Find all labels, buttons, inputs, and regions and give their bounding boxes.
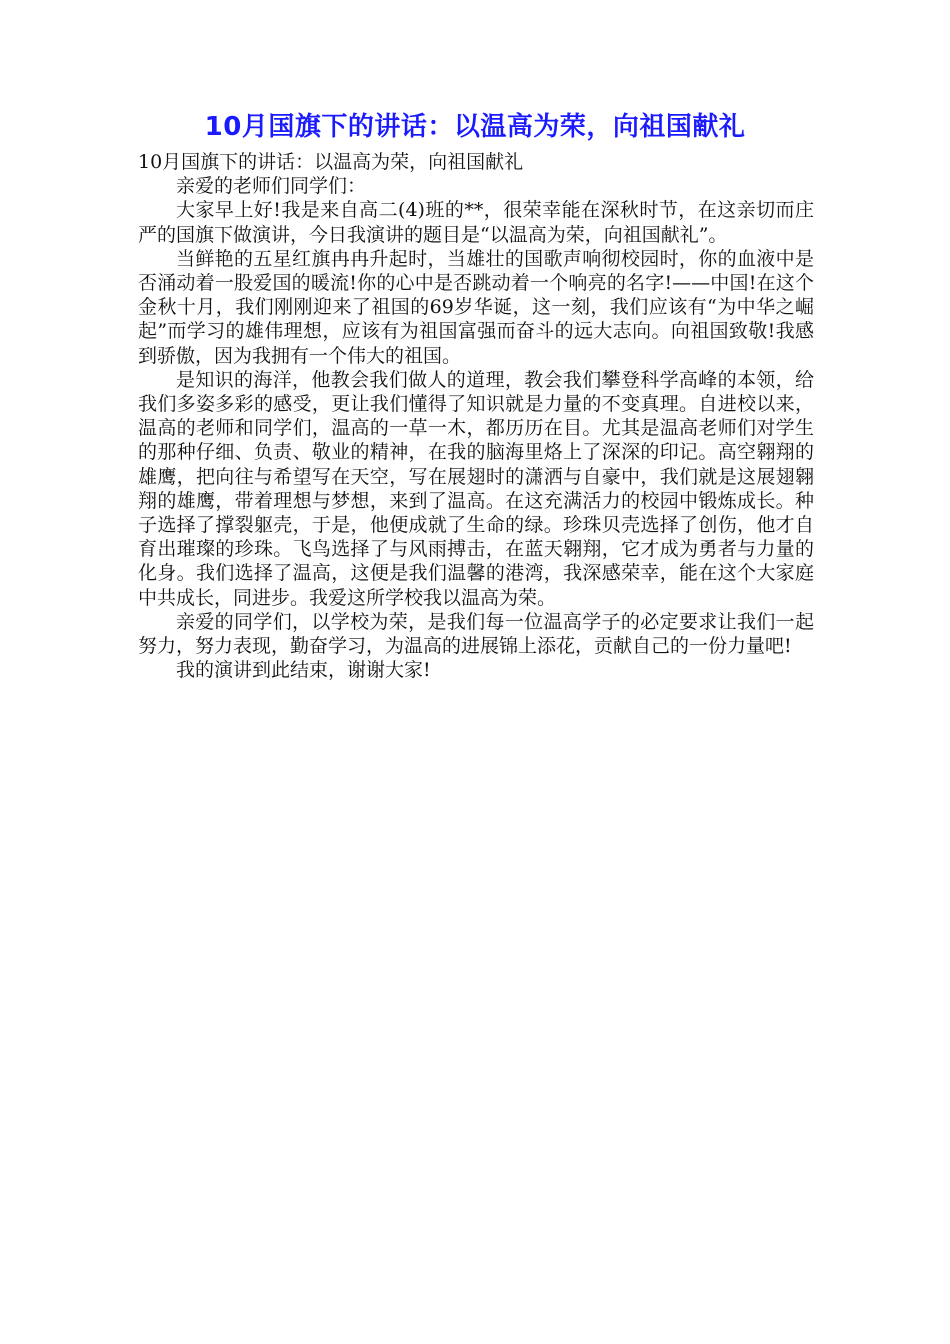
document-body	[138, 150, 814, 682]
document-title: 10月国旗下的讲话：以温高为荣，向祖国献礼	[204, 112, 746, 142]
paragraph-1: 大家早上好!我是来自高二(4)班的**，很荣幸能在深秋时节，在这亲切而庄严的国旗下做演讲，今日我演讲的题目是“以温高为荣，向祖国献礼”。	[138, 199, 814, 246]
paragraph-4: 亲爱的同学们，以学校为荣，是我们每一位温高学子的必定要求让我们一起努力，努力表现，勤奋学习，为温高的进展锦上添花，贡献自己的一份力量吧!	[138, 610, 814, 658]
subtitle-line: 10月国旗下的讲话：以温高为荣，向祖国献礼	[138, 151, 524, 173]
closing-line: 我的演讲到此结束，谢谢大家!	[176, 659, 431, 682]
greeting-line: 亲爱的老师们同学们：	[176, 175, 367, 198]
paragraph-3: 是知识的海洋，他教会我们做人的道理，教会我们攀登科学高峰的本领，给我们多姿多彩的感受，更让我们懂得了知识就是力量的不变真理。自进校以来，温高的老师和同学们，温高的一草一木，都历历在目。尤其是温高老师们对学生的那种仔细、负责、敬业的精神，在我的脑海里烙上了深深的印记。高空翱翔的雄鹰，把向往与希望写在天空，写在展翅时的潇洒与自豪中，我们就是这展翅翱翔的雄鹰，带着理想与梦想，来到了温高。在这充满活力的校园中锻炼成长。种子选择了撑裂躯壳，于是，他便成就了生命的绿。珍珠贝壳选择了创伤，他才自育出璀璨的珍珠。飞鸟选择了与风雨搏击，在蓝天翱翔，它才成为勇者与力量的化身。我们选择了温高，这便是我们温馨的港湾，我深感荣幸，能在这个大家庭中共成长，同进步。我爱这所学校我以温高为荣。	[138, 368, 814, 609]
paragraph-2: 当鲜艳的五星红旗冉冉升起时，当雄壮的国歌声响彻校园时，你的血液中是否涌动着一股爱国的暖流!你的心中是否跳动着一个响亮的名字!——中国!在这个金秋十月，我们刚刚迎来了祖国的69岁华诞，这一刻，我们应该有“为中华之崛起”而学习的雄伟理想，应该有为祖国富强而奋斗的远大志向。向祖国致敬!我感到骄傲，因为我拥有一个伟大的祖国。	[138, 247, 814, 367]
